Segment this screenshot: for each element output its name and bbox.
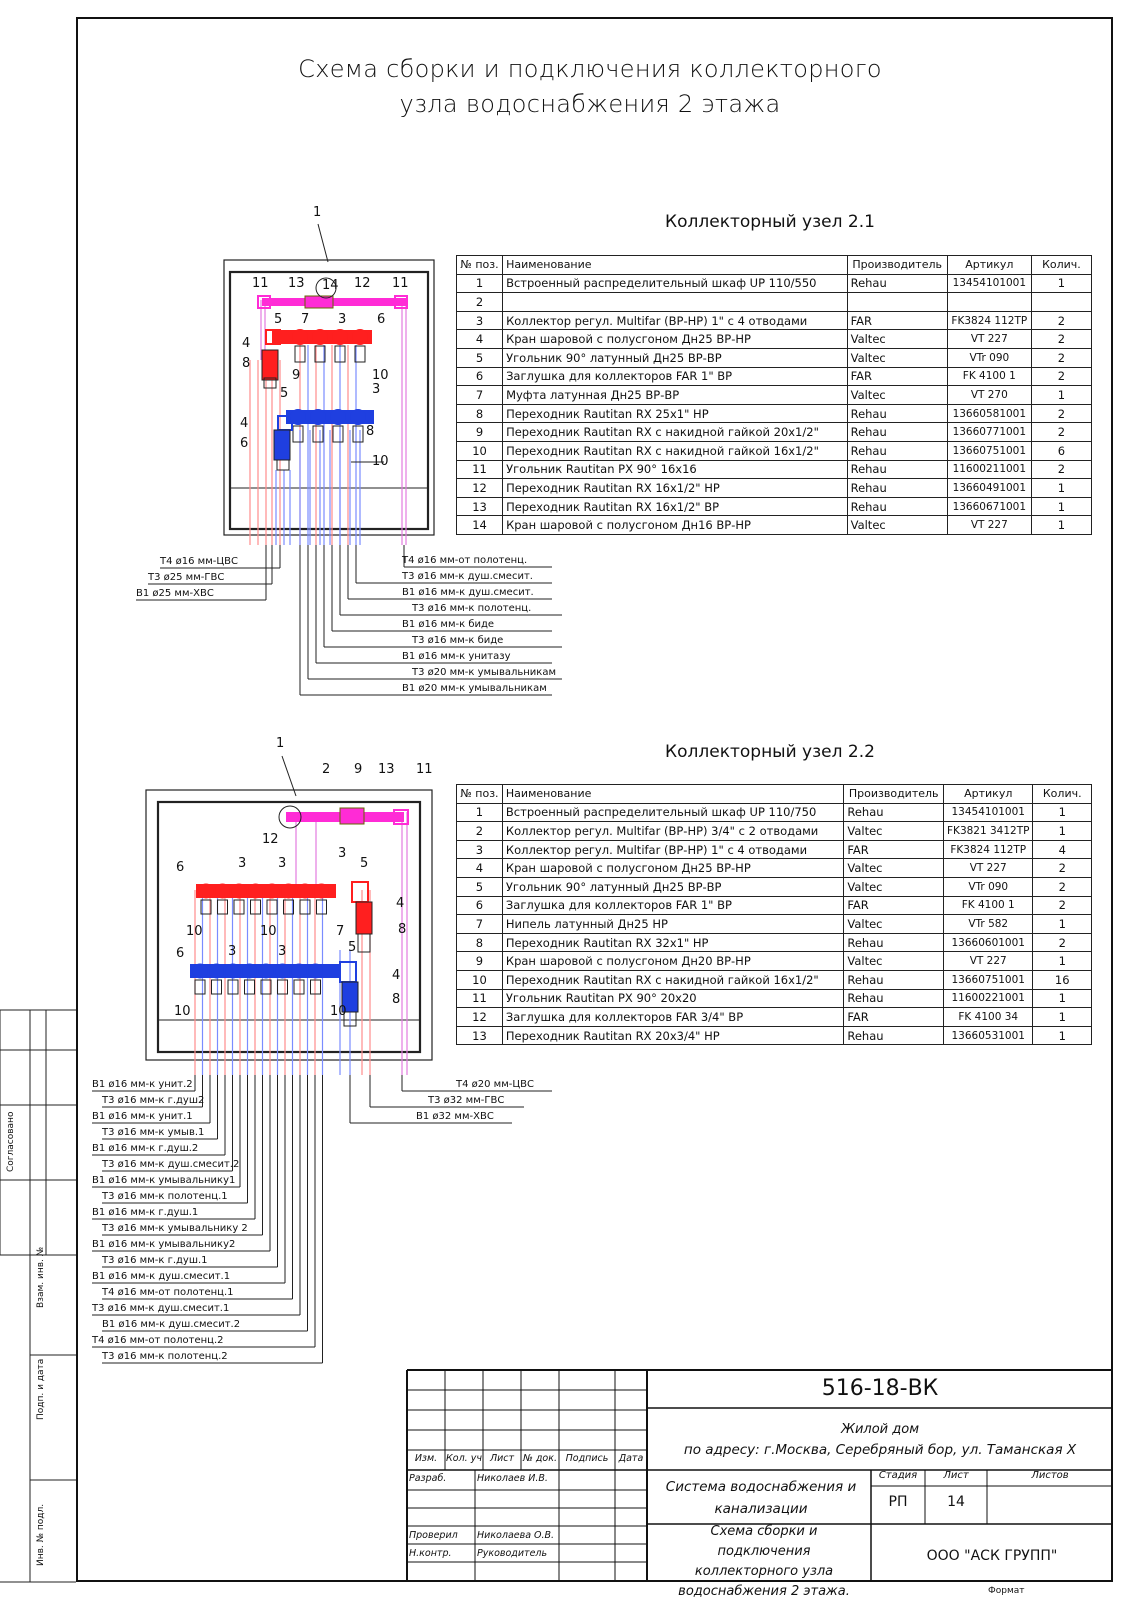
cell-qty: 2 xyxy=(1031,460,1091,479)
cell-qty: 2 xyxy=(1031,404,1091,423)
cell-pos: 11 xyxy=(457,460,503,479)
manifold-outlet xyxy=(209,964,224,979)
cell-pos: 4 xyxy=(457,330,503,349)
cell-art: 13454101001 xyxy=(947,274,1031,293)
cell-art: FK3824 112TP xyxy=(944,840,1033,859)
callout-number: 14 xyxy=(322,278,339,293)
cell-maker: FAR xyxy=(847,367,947,386)
cell-name: Переходник Rautitan RX с накидной гайкой 16x1/2" xyxy=(503,441,848,460)
pipe-label: В1 ø16 мм-к умывальнику1 xyxy=(92,1175,236,1186)
pipe-label: Т4 ø20 мм-ЦВС xyxy=(456,1079,534,1090)
cell-art: 13660751001 xyxy=(944,970,1033,989)
rev-header: Дата xyxy=(618,1453,644,1464)
cell-pos: 7 xyxy=(457,915,503,934)
cell-pos: 3 xyxy=(457,840,503,859)
cell-qty: 2 xyxy=(1031,348,1091,367)
manifold-outlet xyxy=(292,329,308,345)
callout-number: 10 xyxy=(372,368,389,383)
manifold-outlet xyxy=(330,409,346,425)
callout-number: 10 xyxy=(260,924,277,939)
cell-art: FK3821 3412TP xyxy=(944,822,1033,841)
col-header: Наименование xyxy=(502,785,843,804)
callout-number: 5 xyxy=(360,856,369,871)
callout-number: 10 xyxy=(372,454,389,469)
cell-qty: 1 xyxy=(1031,497,1091,516)
cell-qty: 1 xyxy=(1033,822,1092,841)
outlet-fitting xyxy=(294,980,304,994)
cell-art: VTr 090 xyxy=(947,348,1031,367)
pipe-label: Т3 ø16 мм-к полотенц.1 xyxy=(102,1191,228,1202)
pipe-label: В1 ø16 мм-к унит.1 xyxy=(92,1111,193,1122)
outlet-fitting xyxy=(353,426,363,442)
role-label: Н.контр. xyxy=(409,1548,452,1559)
sheet-value: 14 xyxy=(947,1494,965,1510)
cell-maker: Rehau xyxy=(847,441,947,460)
sheets-label: Листов xyxy=(1031,1470,1069,1481)
pipe-label: В1 ø16 мм-к унит.2 xyxy=(92,1079,193,1090)
system-name: Система водоснабжения и канализации xyxy=(665,1479,857,1517)
pipe-label: В1 ø16 мм-к душ.смесит.1 xyxy=(92,1271,231,1282)
cell-name: Переходник Rautitan RX с накидной гайкой 20x1/2" xyxy=(503,423,848,442)
recirc-valve xyxy=(340,808,364,824)
manifold-outlet xyxy=(226,964,241,979)
callout-number: 5 xyxy=(348,940,357,955)
pipe-label: Т3 ø16 мм-к умывальнику 2 xyxy=(102,1223,248,1234)
cell-maker: Valtec xyxy=(847,330,947,349)
pipe-label: Т4 ø16 мм-от полотенц. xyxy=(402,555,528,566)
col-header: № поз. xyxy=(457,785,503,804)
cell-qty: 1 xyxy=(1031,386,1091,405)
role-label: Проверил xyxy=(409,1530,458,1541)
callout-number: 6 xyxy=(240,436,249,451)
col-header: Производитель xyxy=(844,785,944,804)
callout-number: 11 xyxy=(392,276,409,291)
cell-pos: 5 xyxy=(457,877,503,896)
cell-qty: 6 xyxy=(1031,441,1091,460)
cell-pos: 2 xyxy=(457,293,503,312)
cell-maker: FAR xyxy=(844,840,944,859)
cell-qty: 2 xyxy=(1031,311,1091,330)
callout-number: 8 xyxy=(366,424,375,439)
side-agreed: Согласовано xyxy=(6,1111,16,1172)
pipe-label: Т3 ø16 мм-к душ.смесит.2 xyxy=(102,1159,240,1170)
cell-pos: 6 xyxy=(457,896,503,915)
cell-name: Коллектор регул. Multifar (ВР-НР) 3/4" с 2 отводами xyxy=(502,822,843,841)
outlet-fitting xyxy=(293,426,303,442)
outlet-fitting xyxy=(313,426,323,442)
callout-number: 7 xyxy=(301,312,310,327)
node-2-heading: Коллекторный узел 2.2 xyxy=(665,742,875,762)
cell-name: Нипель латунный Дн25 НР xyxy=(502,915,843,934)
manifold-outlet xyxy=(310,409,326,425)
pipe-label: В1 ø20 мм-к умывальникам xyxy=(402,683,547,694)
pipe-label: В1 ø32 мм-ХВС xyxy=(416,1111,494,1122)
cell-art: 13454101001 xyxy=(944,803,1033,822)
outlet-fitting xyxy=(218,900,228,914)
rev-header: Изм. xyxy=(414,1453,438,1464)
cell-qty: 2 xyxy=(1033,859,1092,878)
stage-value: РП xyxy=(888,1494,908,1510)
cell-qty: 1 xyxy=(1033,803,1092,822)
callout-number: 10 xyxy=(330,1004,347,1019)
callout-number: 6 xyxy=(377,312,386,327)
cell-name: Переходник Rautitan RX с накидной гайкой 16x1/2" xyxy=(502,970,843,989)
cell-art: VT 227 xyxy=(944,859,1033,878)
cell-art: 13660531001 xyxy=(944,1026,1033,1045)
pipe-label: Т3 ø16 мм-к душ.смесит.1 xyxy=(92,1303,230,1314)
side-inv: Инв. № подл. xyxy=(36,1503,46,1566)
pipe-label: Т3 ø20 мм-к умывальникам xyxy=(412,667,556,678)
callout-number: 9 xyxy=(292,368,301,383)
cell-qty: 1 xyxy=(1031,479,1091,498)
cell-name: Заглушка для коллекторов FAR 3/4" ВР xyxy=(502,1008,843,1027)
cell-name: Переходник Rautitan RX 25x1" НР xyxy=(503,404,848,423)
elbow xyxy=(352,882,368,902)
callout-number: 1 xyxy=(276,736,285,751)
drawing-name: Схема сборки и подключения коллекторного узла водоснабжения 2 этажа. xyxy=(678,1524,850,1599)
callout-number: 10 xyxy=(186,924,203,939)
cell-qty: 1 xyxy=(1033,952,1092,971)
cell-pos: 13 xyxy=(457,497,503,516)
cell-maker: Rehau xyxy=(847,404,947,423)
cell-maker: Valtec xyxy=(844,952,944,971)
cell-qty: 16 xyxy=(1033,970,1092,989)
col-header: Наименование xyxy=(503,256,848,275)
cell-art: FK 4100 1 xyxy=(947,367,1031,386)
pipe-label: Т4 ø16 мм-ЦВС xyxy=(160,556,238,567)
cell-qty: 2 xyxy=(1033,877,1092,896)
cell-art: VT 270 xyxy=(947,386,1031,405)
pipe-label: В1 ø16 мм-к г.душ.2 xyxy=(92,1143,199,1154)
cell-pos: 7 xyxy=(457,386,503,405)
cell-name: Коллектор регул. Multifar (ВР-НР) 1" с 4 отводами xyxy=(502,840,843,859)
cell-maker: Rehau xyxy=(847,423,947,442)
cell-maker: Valtec xyxy=(847,348,947,367)
cell-pos: 8 xyxy=(457,404,503,423)
pipe-label: В1 ø16 мм-к унитазу xyxy=(402,651,511,662)
callout-number: 4 xyxy=(392,968,401,983)
cell-maker: FAR xyxy=(847,311,947,330)
col-header: Колич. xyxy=(1031,256,1091,275)
cell-pos: 9 xyxy=(457,423,503,442)
callout-number: 3 xyxy=(338,846,347,861)
pipe-label: Т3 ø16 мм-к г.душ2 xyxy=(102,1095,205,1106)
doc-code: 516-18-ВК xyxy=(821,1376,939,1401)
cell-qty: 1 xyxy=(1033,915,1092,934)
cell-pos: 12 xyxy=(457,1008,503,1027)
callout-number: 3 xyxy=(372,382,381,397)
leader-line xyxy=(318,224,328,262)
recirc-collector xyxy=(262,298,407,306)
pipe-label: Т3 ø16 мм-к умыв.1 xyxy=(102,1127,205,1138)
cell-art: VTr 090 xyxy=(944,877,1033,896)
cell-name: Переходник Rautitan RX 16x1/2" ВР xyxy=(503,497,848,516)
cell-qty: 4 xyxy=(1033,840,1092,859)
adapter xyxy=(277,460,289,470)
cell-qty: 1 xyxy=(1031,516,1091,535)
sheet-label: Лист xyxy=(943,1470,969,1481)
callout-number: 8 xyxy=(398,922,407,937)
cell-name: Встроенный распределительный шкаф UP 110/550 xyxy=(503,274,848,293)
cell-name: Заглушка для коллекторов FAR 1" ВР xyxy=(503,367,848,386)
stage-label: Стадия xyxy=(878,1470,918,1481)
manifold-outlet xyxy=(275,964,290,979)
cell-name: Кран шаровой с полусгоном Дн16 ВР-НР xyxy=(503,516,848,535)
pipe-label: В1 ø16 мм-к г.душ.1 xyxy=(92,1207,199,1218)
callout-number: 8 xyxy=(392,992,401,1007)
cell-name: Муфта латунная Дн25 ВР-ВР xyxy=(503,386,848,405)
pipe-label: Т3 ø16 мм-к полотенц.2 xyxy=(102,1351,228,1362)
cell-name: Кран шаровой с полусгоном Дн25 ВР-НР xyxy=(503,330,848,349)
pipe-label: В1 ø25 мм-ХВС xyxy=(136,588,214,599)
ball-valve xyxy=(356,902,372,934)
object-line1: Жилой дом xyxy=(840,1422,920,1437)
outlet-fitting xyxy=(333,426,343,442)
cell-name: Заглушка для коллекторов FAR 1" ВР xyxy=(502,896,843,915)
callout-number: 11 xyxy=(416,762,433,777)
cell-maker: Rehau xyxy=(844,1026,944,1045)
cell-pos: 13 xyxy=(457,1026,503,1045)
side-replace: Взам. инв. № xyxy=(36,1246,46,1308)
callout-number: 4 xyxy=(242,336,251,351)
rev-header: Лист xyxy=(489,1453,515,1464)
role-name: Руководитель xyxy=(477,1548,548,1559)
cell-name: Встроенный распределительный шкаф UP 110/750 xyxy=(502,803,843,822)
callout-number: 5 xyxy=(280,386,289,401)
callout-number: 2 xyxy=(322,762,331,777)
cell-art: 13660671001 xyxy=(947,497,1031,516)
cell-maker: Rehau xyxy=(844,989,944,1008)
pipe-label: Т4 ø16 мм-от полотенц.1 xyxy=(102,1287,234,1298)
cell-art: 13660751001 xyxy=(947,441,1031,460)
pipe-label: В1 ø16 мм-к умывальнику2 xyxy=(92,1239,236,1250)
manifold-outlet xyxy=(350,409,366,425)
callout-number: 12 xyxy=(262,832,279,847)
company-name: ООО "АСК ГРУПП" xyxy=(926,1548,1058,1564)
cell-maker: FAR xyxy=(844,1008,944,1027)
cell-qty: 1 xyxy=(1031,274,1091,293)
outlet-fitting xyxy=(212,980,222,994)
cell-maker: Valtec xyxy=(844,915,944,934)
manifold-outlet xyxy=(199,884,214,899)
callout-number: 12 xyxy=(354,276,371,291)
cell-name: Угольник 90° латунный Дн25 ВР-ВР xyxy=(502,877,843,896)
page-title: Схема сборки и подключения коллекторного узла водоснабжения 2 этажа xyxy=(298,55,882,118)
callout-number: 6 xyxy=(176,860,185,875)
callout-number: 13 xyxy=(378,762,395,777)
manifold-outlet xyxy=(232,884,247,899)
cell-name: Кран шаровой с полусгоном Дн20 ВР-НР xyxy=(502,952,843,971)
cell-qty: 1 xyxy=(1033,1008,1092,1027)
cell-name: Угольник Rautitan PX 90° 16x16 xyxy=(503,460,848,479)
cell-maker: Rehau xyxy=(844,970,944,989)
cell-maker: Rehau xyxy=(847,497,947,516)
cell-maker: Valtec xyxy=(844,877,944,896)
manifold-outlet xyxy=(308,964,323,979)
pipe-label: Т3 ø16 мм-к душ.смесит. xyxy=(402,571,533,582)
cell-maker: Rehau xyxy=(847,274,947,293)
cell-qty: 1 xyxy=(1033,1026,1092,1045)
cell-art: VT 227 xyxy=(947,516,1031,535)
cell-pos: 10 xyxy=(457,970,503,989)
cell-pos: 8 xyxy=(457,933,503,952)
pipe-label: Т3 ø25 мм-ГВС xyxy=(148,572,225,583)
cell-maker: Valtec xyxy=(847,386,947,405)
cell-pos: 12 xyxy=(457,479,503,498)
cell-name: Переходник Rautitan RX 16x1/2" НР xyxy=(503,479,848,498)
elbow xyxy=(340,962,356,982)
callout-number: 3 xyxy=(278,944,287,959)
cell-name: Коллектор регул. Multifar (ВР-НР) 1" с 4 отводами xyxy=(503,311,848,330)
col-header: Колич. xyxy=(1033,785,1092,804)
outlet-fitting xyxy=(300,900,310,914)
outlet-fitting xyxy=(234,900,244,914)
manifold-outlet xyxy=(193,964,208,979)
callout-number: 3 xyxy=(238,856,247,871)
pipe-label: Т3 ø16 мм-к полотенц. xyxy=(412,603,532,614)
cell-art: 11600221001 xyxy=(944,989,1033,1008)
pipe-label: В1 ø16 мм-к биде xyxy=(402,619,495,630)
col-header: Артикул xyxy=(947,256,1031,275)
ball-valve xyxy=(262,350,278,380)
cell-art: 11600211001 xyxy=(947,460,1031,479)
cell-art: 13660491001 xyxy=(947,479,1031,498)
callout-number: 5 xyxy=(274,312,283,327)
cell-art: VTr 582 xyxy=(944,915,1033,934)
pipe-label: Т4 ø16 мм-от полотенц.2 xyxy=(92,1335,224,1346)
manifold-outlet xyxy=(312,329,328,345)
cell-maker: FAR xyxy=(844,896,944,915)
manifold-outlet xyxy=(259,964,274,979)
adapter xyxy=(358,934,370,952)
cell-qty: 2 xyxy=(1031,423,1091,442)
cell-pos: 1 xyxy=(457,803,503,822)
manifold-outlet xyxy=(215,884,230,899)
cell-pos: 10 xyxy=(457,441,503,460)
cell-maker: Rehau xyxy=(847,460,947,479)
callout-number: 7 xyxy=(336,924,345,939)
cell-pos: 11 xyxy=(457,989,503,1008)
cell-maker: Valtec xyxy=(847,516,947,535)
outlet-fitting xyxy=(317,900,327,914)
cell-qty: 2 xyxy=(1031,330,1091,349)
cell-pos: 4 xyxy=(457,859,503,878)
col-header: Артикул xyxy=(944,785,1033,804)
manifold-outlet xyxy=(332,329,348,345)
callout-number: 3 xyxy=(278,856,287,871)
pipe-label: Т3 ø16 мм-к биде xyxy=(412,635,504,646)
cell-art: FK3824 112TP xyxy=(947,311,1031,330)
cell-maker: Rehau xyxy=(847,479,947,498)
cell-pos: 1 xyxy=(457,274,503,293)
callout-number: 3 xyxy=(228,944,237,959)
col-header: Производитель xyxy=(847,256,947,275)
cell-pos: 5 xyxy=(457,348,503,367)
callout-number: 4 xyxy=(396,896,405,911)
callout-number: 10 xyxy=(174,1004,191,1019)
manifold-outlet xyxy=(298,884,313,899)
cell-art: VT 227 xyxy=(947,330,1031,349)
rev-header: Подпись xyxy=(565,1453,609,1464)
callout-number: 8 xyxy=(242,356,251,371)
cell-qty: 2 xyxy=(1031,367,1091,386)
outlet-fitting xyxy=(278,980,288,994)
cell-pos: 14 xyxy=(457,516,503,535)
manifold-outlet xyxy=(292,964,307,979)
cabinet-inner xyxy=(230,272,428,529)
cell-name: Кран шаровой с полусгоном Дн25 ВР-НР xyxy=(502,859,843,878)
role-name: Николаев И.В. xyxy=(477,1473,548,1484)
manifold-outlet xyxy=(352,329,368,345)
pipe-label: Т3 ø16 мм-к г.душ.1 xyxy=(102,1255,208,1266)
callout-number: 3 xyxy=(338,312,347,327)
cell-art: 13660771001 xyxy=(947,423,1031,442)
pipe-label: В1 ø16 мм-к душ.смесит.2 xyxy=(102,1319,241,1330)
cell-maker: Rehau xyxy=(844,803,944,822)
col-header: № поз. xyxy=(457,256,503,275)
manifold-outlet xyxy=(314,884,329,899)
object-line2: по адресу: г.Москва, Серебряный бор, ул. Таманская Х xyxy=(683,1442,1077,1458)
role-name: Николаева О.В. xyxy=(477,1530,555,1541)
role-label: Разраб. xyxy=(409,1473,447,1484)
cell-pos: 9 xyxy=(457,952,503,971)
manifold-outlet xyxy=(281,884,296,899)
rev-header: № док. xyxy=(522,1453,558,1464)
cell-qty: 2 xyxy=(1033,933,1092,952)
cell-maker: Rehau xyxy=(844,933,944,952)
cell-maker: Valtec xyxy=(844,859,944,878)
cell-name: Переходник Rautitan RX 32x1" НР xyxy=(502,933,843,952)
rev-header: Кол. уч xyxy=(446,1453,482,1464)
callout-number: 6 xyxy=(176,946,185,961)
side-sign: Подп. и дата xyxy=(36,1358,46,1420)
callout-number: 4 xyxy=(240,416,249,431)
cell-name: Угольник 90° латунный Дн25 ВР-ВР xyxy=(503,348,848,367)
cell-art: FK 4100 34 xyxy=(944,1008,1033,1027)
cell-art: FK 4100 1 xyxy=(944,896,1033,915)
cell-pos: 3 xyxy=(457,311,503,330)
cell-qty: 2 xyxy=(1033,896,1092,915)
manifold-outlet xyxy=(248,884,263,899)
pipe-label: В1 ø16 мм-к душ.смесит. xyxy=(402,587,534,598)
cell-art: 13660601001 xyxy=(944,933,1033,952)
cell-pos: 2 xyxy=(457,822,503,841)
callout-number: 9 xyxy=(354,762,363,777)
ball-valve xyxy=(274,430,290,460)
outlet-fitting xyxy=(267,900,277,914)
format-label: Формат xyxy=(988,1586,1025,1596)
callout-number: 1 xyxy=(313,205,322,220)
callout-number: 13 xyxy=(288,276,305,291)
pipe-label: Т3 ø32 мм-ГВС xyxy=(428,1095,505,1106)
node-1-heading: Коллекторный узел 2.1 xyxy=(665,212,875,232)
manifold-outlet xyxy=(265,884,280,899)
cell-maker: Valtec xyxy=(844,822,944,841)
cell-pos: 6 xyxy=(457,367,503,386)
outlet-fitting xyxy=(245,980,255,994)
cell-art: VT 227 xyxy=(944,952,1033,971)
cell-art: 13660581001 xyxy=(947,404,1031,423)
manifold-outlet xyxy=(242,964,257,979)
cell-qty: 1 xyxy=(1033,989,1092,1008)
outlet-fitting xyxy=(195,980,205,994)
cell-name: Переходник Rautitan RX 20x3/4" НР xyxy=(502,1026,843,1045)
cell-name: Угольник Rautitan PX 90° 20x20 xyxy=(502,989,843,1008)
callout-number: 11 xyxy=(252,276,269,291)
